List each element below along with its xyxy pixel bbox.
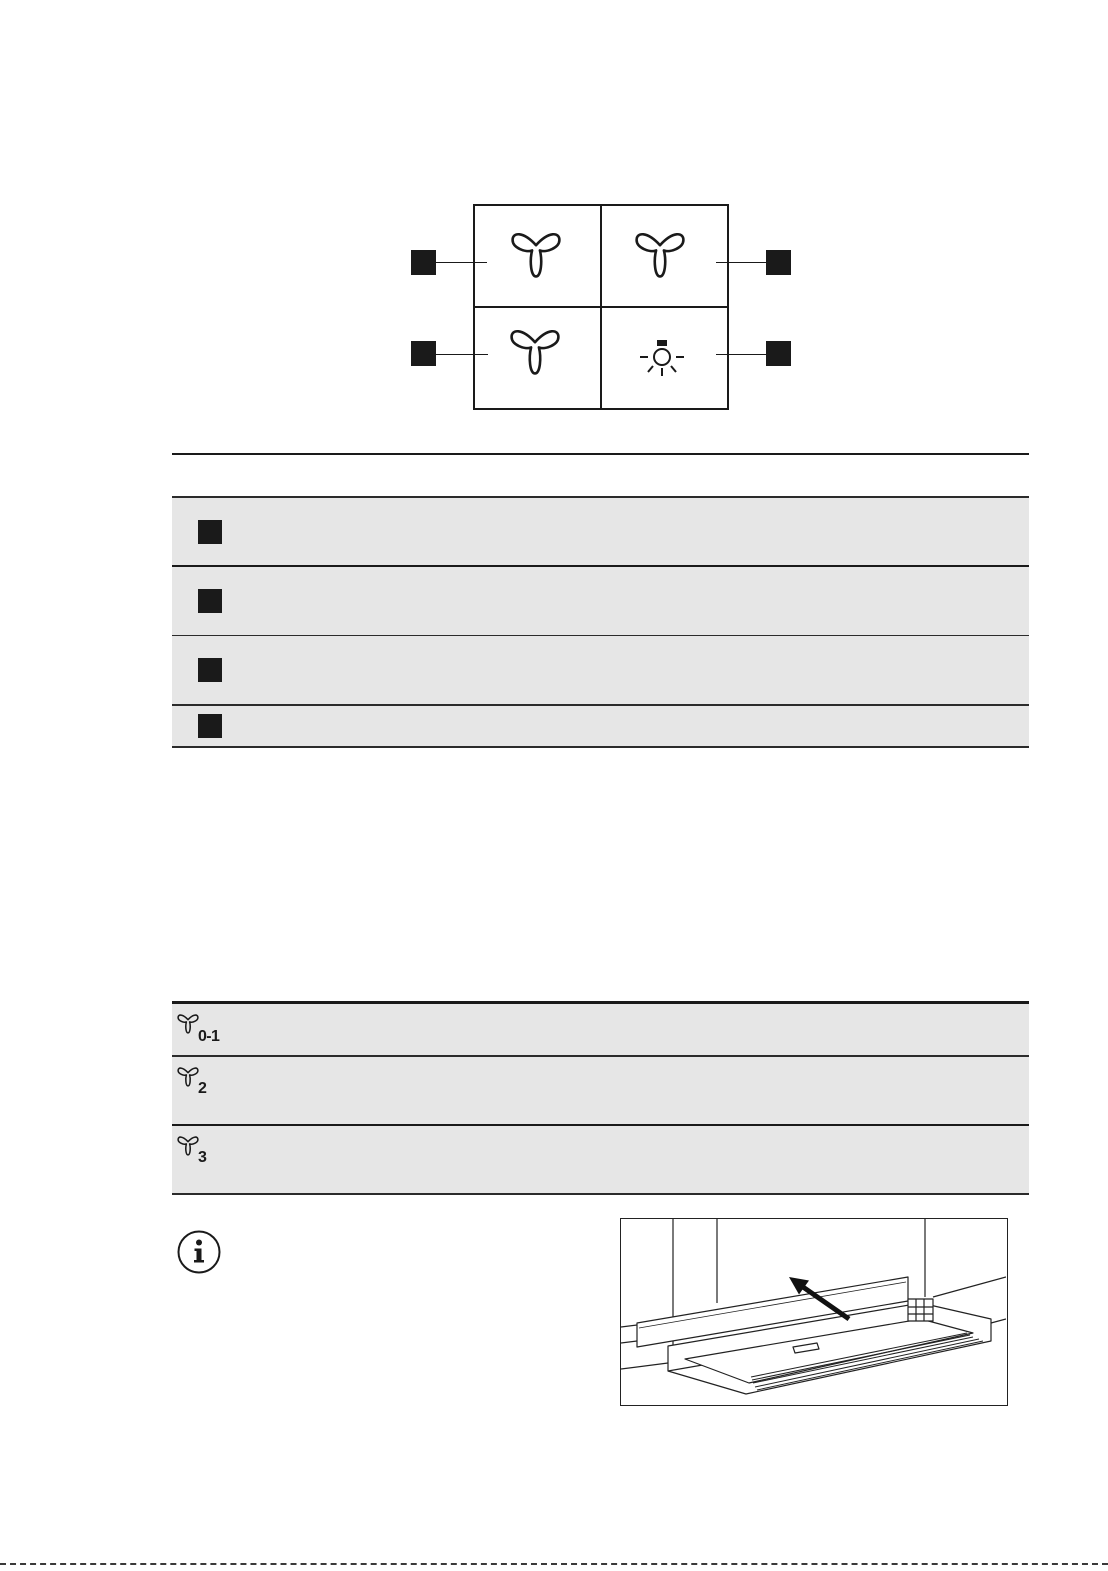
callout-marker <box>198 520 222 544</box>
hood-illustration <box>621 1219 1006 1404</box>
callout-marker <box>411 341 436 366</box>
fan-icon <box>509 324 561 376</box>
speed-label: 0-1 <box>198 1027 220 1045</box>
control-panel <box>473 204 729 410</box>
table-row <box>172 1126 1029 1193</box>
hood-illustration-frame <box>620 1218 1008 1406</box>
callout-marker <box>766 250 791 275</box>
fan-icon <box>510 227 562 279</box>
callout-leader-line <box>436 262 487 264</box>
speed-table-bottom-rule <box>172 1193 1029 1195</box>
callout-marker <box>198 658 222 682</box>
callout-marker <box>198 589 222 613</box>
fan-icon <box>634 227 686 279</box>
table-row <box>172 706 1029 747</box>
callout-leader-line <box>716 262 766 264</box>
fan-icon <box>177 1012 199 1034</box>
function-table-bottom-rule <box>172 746 1029 748</box>
fan-button-top-left <box>475 206 600 306</box>
table-row <box>172 1004 1029 1056</box>
table-row <box>172 498 1029 566</box>
table-row <box>172 636 1029 704</box>
callout-marker <box>198 714 222 738</box>
table-row <box>172 567 1029 635</box>
callout-marker <box>411 250 436 275</box>
light-button <box>602 308 728 409</box>
callout-leader-line <box>716 354 766 356</box>
page-edge <box>0 1563 1108 1565</box>
callout-leader-line <box>436 354 488 356</box>
callout-marker <box>766 341 791 366</box>
fan-icon <box>177 1065 199 1087</box>
fan-button-top-right <box>602 206 728 306</box>
light-icon <box>638 338 686 382</box>
speed-label: 2 <box>198 1079 207 1097</box>
fan-button-bottom-left <box>475 308 600 409</box>
table-row <box>172 1057 1029 1125</box>
speed-label: 3 <box>198 1148 207 1166</box>
info-icon <box>176 1229 222 1275</box>
fan-icon <box>177 1134 199 1156</box>
function-table-header <box>172 455 1029 496</box>
control-box <box>908 1299 933 1321</box>
